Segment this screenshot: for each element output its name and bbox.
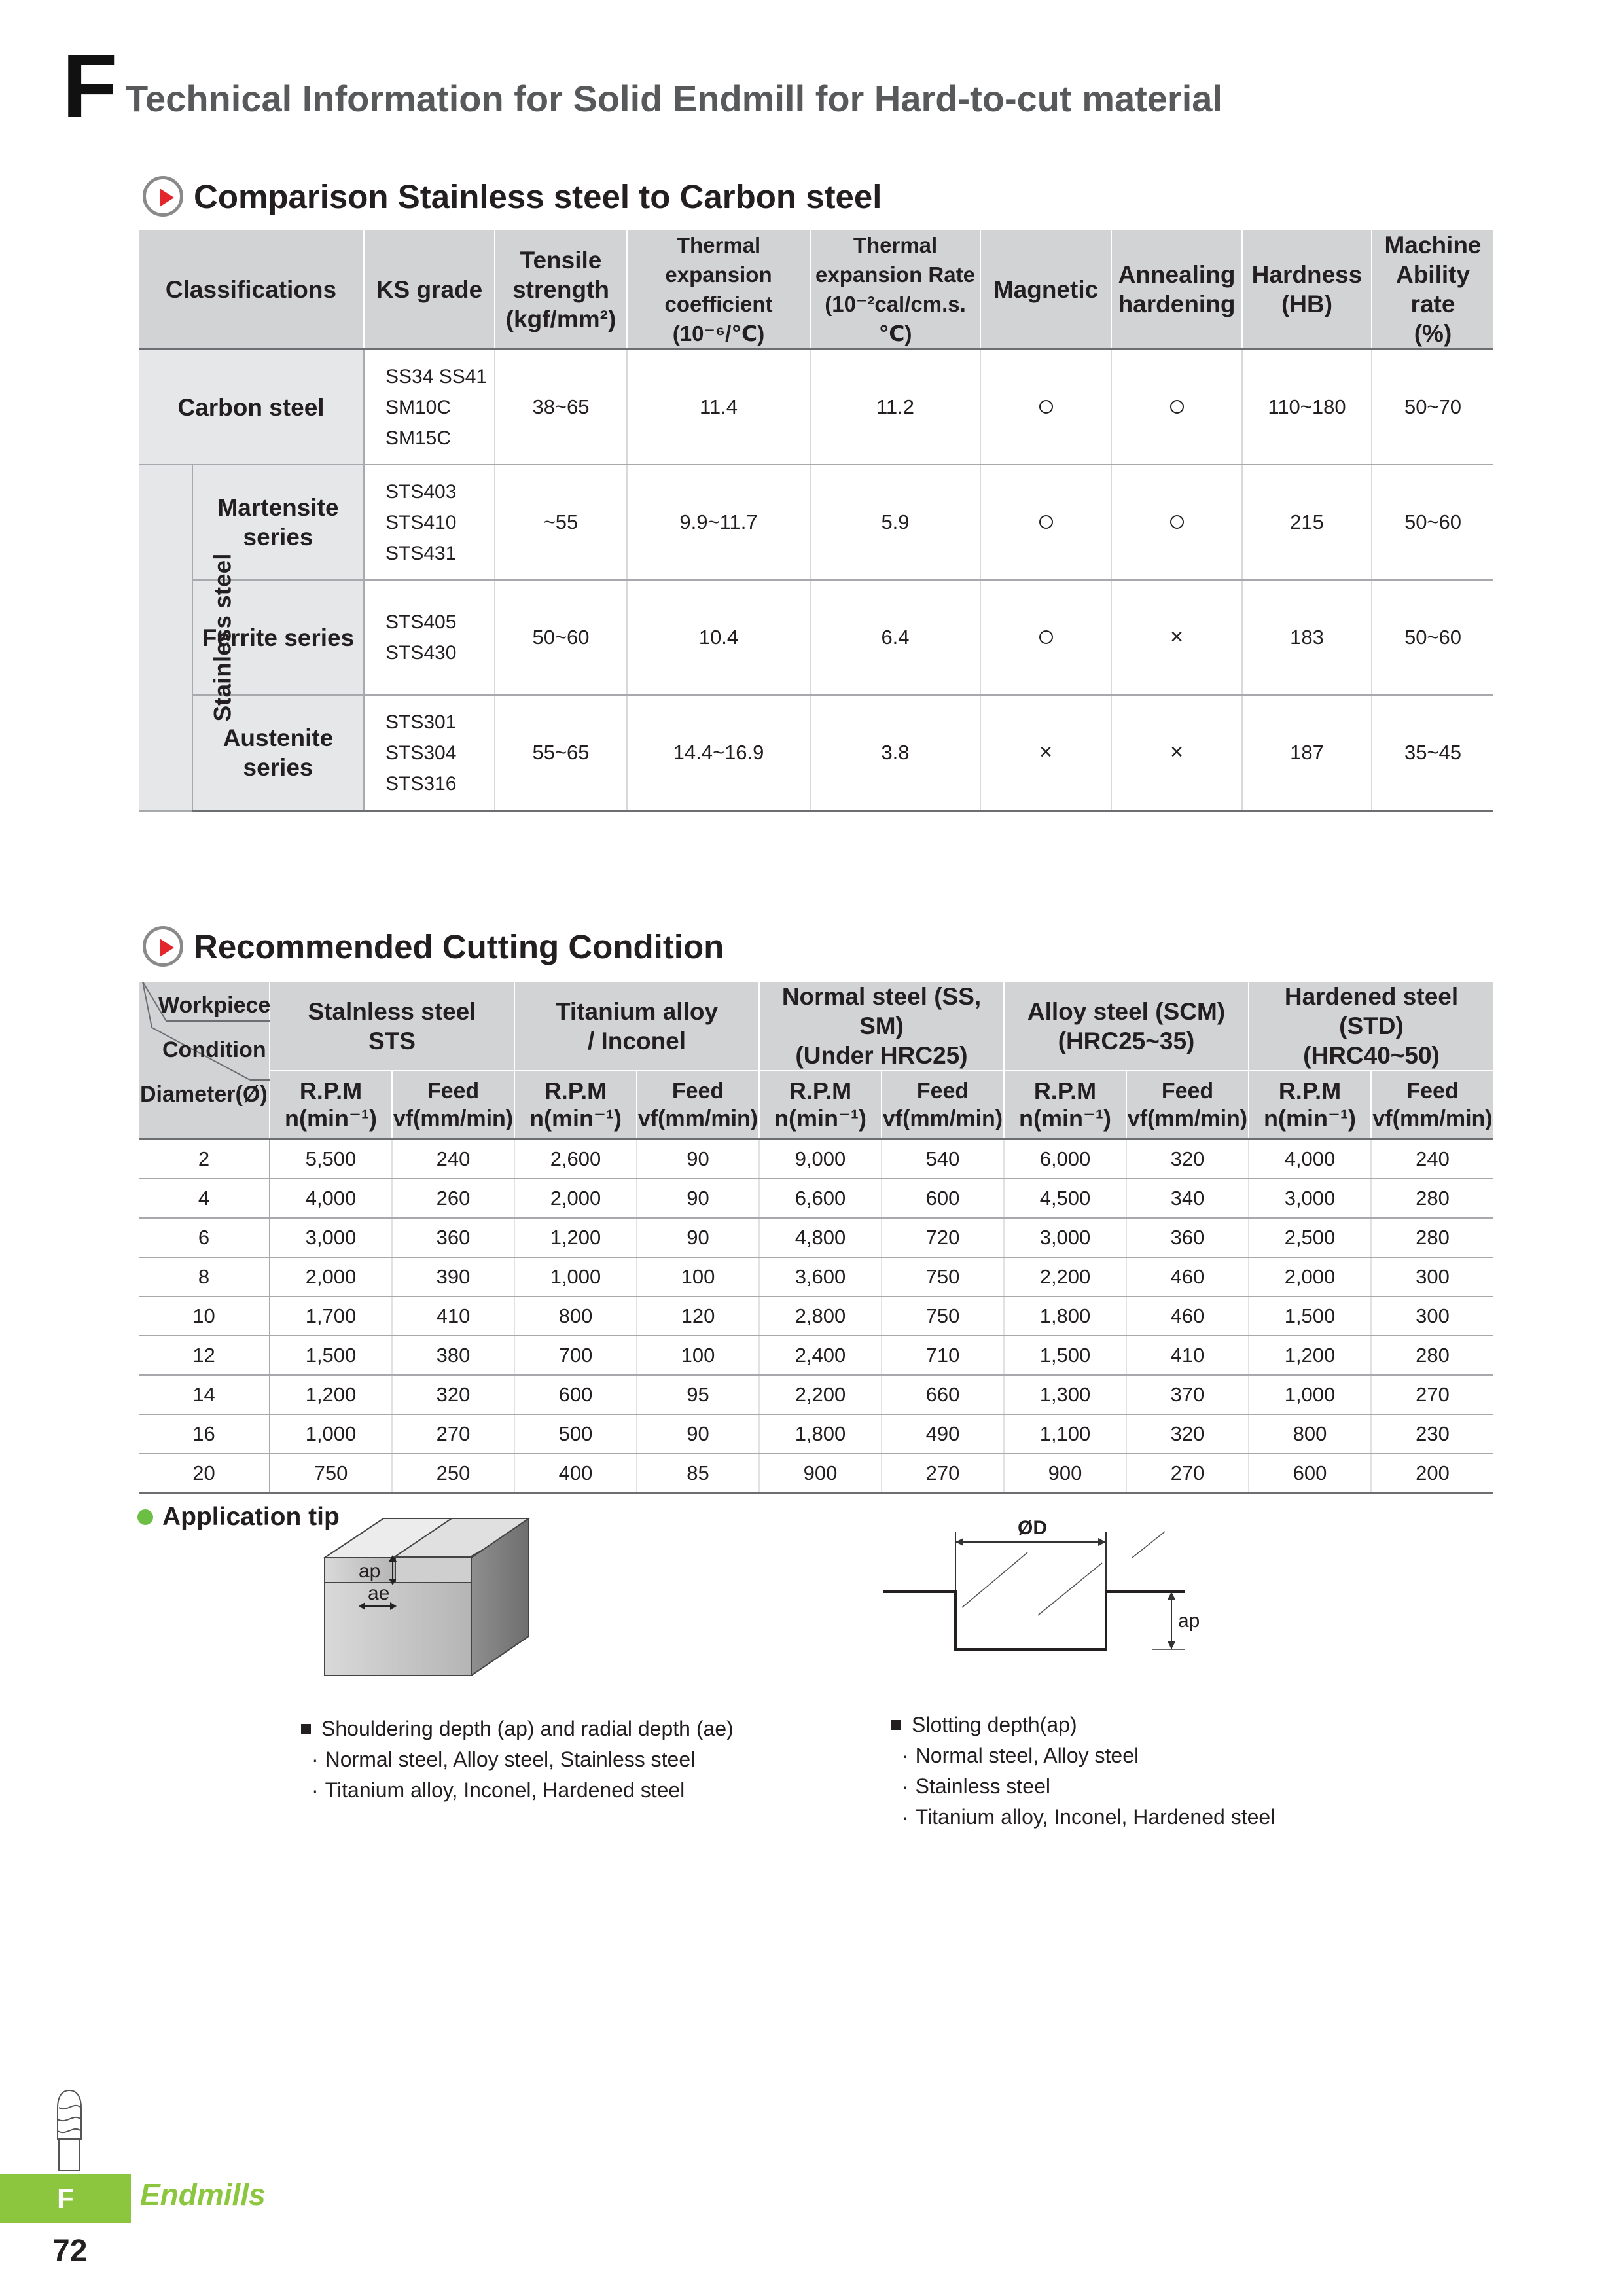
note-heading: Slotting depth(ap): [912, 1713, 1077, 1736]
feed-header: Feed vf(mm/min): [1371, 1071, 1493, 1139]
group-header: Alloy steel (SCM) (HRC25~35): [1004, 982, 1249, 1071]
thermal-rate-cell: 6.4: [810, 580, 980, 695]
diameter-cell: 4: [139, 1179, 270, 1218]
feed-cell: 85: [637, 1454, 759, 1494]
feed-cell: 380: [392, 1336, 514, 1375]
feed-cell: 360: [1126, 1218, 1249, 1257]
rpm-cell: 2,200: [759, 1375, 882, 1414]
annealing-cell: [1111, 465, 1242, 580]
rpm-cell: 5,500: [270, 1139, 392, 1179]
ap-label: ap: [359, 1560, 381, 1582]
feed-cell: 490: [882, 1414, 1004, 1454]
circle-icon: [1170, 400, 1184, 414]
feed-cell: 410: [1126, 1336, 1249, 1375]
table-row: [139, 465, 1493, 580]
feed-cell: 100: [637, 1257, 759, 1297]
circle-icon: [1039, 515, 1053, 529]
table-row: [139, 695, 1493, 811]
section-heading-comparison: [143, 171, 882, 221]
play-icon: [143, 926, 183, 967]
classification-cell: Ferrite series: [192, 580, 364, 695]
rpm-cell: 1,000: [1249, 1375, 1371, 1414]
feed-cell: 750: [882, 1297, 1004, 1336]
diameter-cell: 16: [139, 1414, 270, 1454]
col-ks-grade: KS grade: [364, 230, 495, 350]
magnetic-cell: [980, 580, 1111, 695]
feed-cell: 120: [637, 1297, 759, 1336]
corner-workpiece: Workpiece: [158, 993, 271, 1018]
feed-cell: 320: [1126, 1414, 1249, 1454]
comparison-table: [139, 230, 1493, 812]
feed-cell: 90: [637, 1139, 759, 1179]
feed-cell: 240: [392, 1139, 514, 1179]
feed-header: Feed vf(mm/min): [882, 1071, 1004, 1139]
rpm-cell: 4,000: [270, 1179, 392, 1218]
diameter-cell: 12: [139, 1336, 270, 1375]
table-row: [139, 1297, 1493, 1336]
circle-icon: [1039, 630, 1053, 644]
rpm-cell: 1,200: [270, 1375, 392, 1414]
thermal-rate-cell: 11.2: [810, 350, 980, 465]
feed-cell: 360: [392, 1218, 514, 1257]
group-header: Normal steel (SS, SM) (Under HRC25): [759, 982, 1004, 1071]
rpm-cell: 700: [514, 1336, 637, 1375]
cross-mark: ×: [1170, 740, 1183, 764]
classification-cell: Martensite series: [192, 465, 364, 580]
group-header: Stalnless steel STS: [270, 982, 514, 1071]
diameter-cell: 20: [139, 1454, 270, 1494]
feed-cell: 600: [882, 1179, 1004, 1218]
feed-cell: 710: [882, 1336, 1004, 1375]
rpm-cell: 3,000: [1004, 1218, 1126, 1257]
feed-cell: 270: [882, 1454, 1004, 1494]
hardness-cell: 183: [1242, 580, 1372, 695]
feed-cell: 540: [882, 1139, 1004, 1179]
feed-cell: 100: [637, 1336, 759, 1375]
rpm-cell: 600: [514, 1375, 637, 1414]
rpm-cell: 6,000: [1004, 1139, 1126, 1179]
col-tensile: Tensile strength (kgf/mm²): [495, 230, 627, 350]
ks-grade-cell: SS34 SS41 SM10C SM15C: [364, 350, 495, 465]
magnetic-cell: [980, 350, 1111, 465]
note-heading: Shouldering depth (ap) and radial depth (ae): [321, 1717, 734, 1740]
circle-icon: [1170, 515, 1184, 529]
notes-shouldering: [301, 1713, 734, 1806]
circle-icon: [1039, 400, 1053, 414]
machinability-cell: 50~60: [1372, 465, 1493, 580]
rpm-cell: 2,200: [1004, 1257, 1126, 1297]
rpm-cell: 1,100: [1004, 1414, 1126, 1454]
rpm-cell: 1,700: [270, 1297, 392, 1336]
thermal-rate-cell: 3.8: [810, 695, 980, 811]
group-header: Titanium alloy / Inconel: [514, 982, 759, 1071]
cutting-table-body: [139, 1139, 1493, 1494]
hardness-cell: 110~180: [1242, 350, 1372, 465]
note-item: · Stainless steel: [902, 1774, 1050, 1798]
table-row: [139, 350, 1493, 465]
table-row: [139, 1139, 1493, 1179]
annealing-cell: [1111, 695, 1242, 811]
diameter-cell: 10: [139, 1297, 270, 1336]
rpm-cell: 2,400: [759, 1336, 882, 1375]
hardness-cell: 215: [1242, 465, 1372, 580]
diameter-label: ØD: [1018, 1517, 1047, 1539]
ks-grade-cell: STS405 STS430: [364, 580, 495, 695]
feed-cell: 95: [637, 1375, 759, 1414]
feed-cell: 260: [392, 1179, 514, 1218]
rpm-header: R.P.M n(min⁻¹): [1004, 1071, 1126, 1139]
corner-diameter: Diameter(Ø): [140, 1082, 268, 1107]
rpm-cell: 900: [1004, 1454, 1126, 1494]
rpm-header: R.P.M n(min⁻¹): [270, 1071, 392, 1139]
ks-grade-cell: STS301 STS304 STS316: [364, 695, 495, 811]
rpm-cell: 1,200: [1249, 1336, 1371, 1375]
page-number: 72: [52, 2234, 88, 2269]
ae-label: ae: [368, 1583, 390, 1604]
application-tip-heading: [137, 1503, 340, 1532]
group-header: Hardened steel (STD) (HRC40~50): [1249, 982, 1493, 1071]
rpm-cell: 2,000: [514, 1179, 637, 1218]
table-row: [139, 1454, 1493, 1494]
col-thermal-rate: Thermal expansion Rate (10⁻²cal/cm.s.℃): [810, 230, 980, 350]
rpm-cell: 600: [1249, 1454, 1371, 1494]
application-tip-title: Application tip: [162, 1503, 340, 1531]
col-classifications: Classifications: [139, 230, 364, 350]
rpm-cell: 4,000: [1249, 1139, 1371, 1179]
feed-cell: 280: [1371, 1336, 1493, 1375]
diameter-cell: 8: [139, 1257, 270, 1297]
note-item: · Titanium alloy, Inconel, Hardened steel: [902, 1805, 1275, 1829]
diameter-cell: 6: [139, 1218, 270, 1257]
col-hardness: Hardness (HB): [1242, 230, 1372, 350]
feed-cell: 90: [637, 1414, 759, 1454]
rpm-cell: 9,000: [759, 1139, 882, 1179]
machinability-cell: 50~60: [1372, 580, 1493, 695]
rpm-cell: 3,000: [1249, 1179, 1371, 1218]
note-item: · Normal steel, Alloy steel: [902, 1744, 1139, 1767]
rpm-cell: 6,600: [759, 1179, 882, 1218]
thermal-rate-cell: 5.9: [810, 465, 980, 580]
footer-section-name: Endmills: [140, 2178, 266, 2212]
rpm-cell: 3,000: [270, 1218, 392, 1257]
corner-header: [139, 982, 270, 1139]
group-header-row: [139, 982, 1493, 1071]
classification-cell: Carbon steel: [139, 350, 364, 465]
stainless-group-label: Stainless steel: [139, 465, 192, 811]
cross-mark: ×: [1170, 624, 1183, 649]
feed-cell: 320: [1126, 1139, 1249, 1179]
play-icon: [143, 176, 183, 217]
col-magnetic: Magnetic: [980, 230, 1111, 350]
table-row: [139, 1257, 1493, 1297]
annealing-cell: [1111, 350, 1242, 465]
feed-header: Feed vf(mm/min): [392, 1071, 514, 1139]
ap-label: ap: [1178, 1610, 1200, 1632]
rpm-cell: 1,000: [514, 1257, 637, 1297]
tensile-cell: 38~65: [495, 350, 627, 465]
ks-grade-cell: STS403 STS410 STS431: [364, 465, 495, 580]
tensile-cell: ~55: [495, 465, 627, 580]
table-row: [139, 1218, 1493, 1257]
feed-header: Feed vf(mm/min): [637, 1071, 759, 1139]
footer-chapter-tab: F: [0, 2174, 131, 2223]
bullet-dot-icon: [137, 1509, 153, 1525]
rpm-cell: 2,000: [270, 1257, 392, 1297]
section-heading-cutting: [143, 922, 724, 971]
rpm-cell: 3,600: [759, 1257, 882, 1297]
feed-cell: 250: [392, 1454, 514, 1494]
feed-cell: 270: [1126, 1454, 1249, 1494]
feed-cell: 340: [1126, 1179, 1249, 1218]
feed-cell: 370: [1126, 1375, 1249, 1414]
feed-cell: 410: [392, 1297, 514, 1336]
note-item: · Titanium alloy, Inconel, Hardened steel: [312, 1778, 685, 1802]
feed-header: Feed vf(mm/min): [1126, 1071, 1249, 1139]
rpm-cell: 1,500: [1249, 1297, 1371, 1336]
rpm-cell: 1,200: [514, 1218, 637, 1257]
table-header-row: [139, 230, 1493, 350]
rpm-cell: 2,800: [759, 1297, 882, 1336]
rpm-cell: 1,000: [270, 1414, 392, 1454]
rpm-cell: 4,800: [759, 1218, 882, 1257]
rpm-cell: 1,300: [1004, 1375, 1126, 1414]
table-row: [139, 1179, 1493, 1218]
machinability-cell: 35~45: [1372, 695, 1493, 811]
shouldering-diagram: [321, 1505, 537, 1702]
rpm-cell: 1,800: [1004, 1297, 1126, 1336]
table-row: [139, 1375, 1493, 1414]
feed-cell: 280: [1371, 1218, 1493, 1257]
rpm-cell: 1,500: [1004, 1336, 1126, 1375]
rpm-header: R.P.M n(min⁻¹): [1249, 1071, 1371, 1139]
rpm-header: R.P.M n(min⁻¹): [514, 1071, 637, 1139]
note-item: · Normal steel, Alloy steel, Stainless steel: [312, 1748, 696, 1771]
classification-cell: Austenite series: [192, 695, 364, 811]
page-title: Technical Information for Solid Endmill for Hard-to-cut material: [126, 78, 1222, 119]
rpm-cell: 1,800: [759, 1414, 882, 1454]
square-bullet-icon: [891, 1720, 901, 1730]
feed-cell: 390: [392, 1257, 514, 1297]
rpm-cell: 2,600: [514, 1139, 637, 1179]
tensile-cell: 50~60: [495, 580, 627, 695]
cross-mark: ×: [1039, 740, 1052, 764]
table-row: [139, 580, 1493, 695]
rpm-cell: 800: [514, 1297, 637, 1336]
rpm-cell: 1,500: [270, 1336, 392, 1375]
feed-cell: 300: [1371, 1297, 1493, 1336]
chapter-letter: F: [62, 36, 118, 137]
feed-cell: 230: [1371, 1414, 1493, 1454]
rpm-cell: 2,500: [1249, 1218, 1371, 1257]
table-row: [139, 1336, 1493, 1375]
col-thermal-coef: Thermal expansion coefficient (10⁻⁶/℃): [627, 230, 810, 350]
rpm-cell: 2,000: [1249, 1257, 1371, 1297]
feed-cell: 200: [1371, 1454, 1493, 1494]
feed-cell: 460: [1126, 1257, 1249, 1297]
col-annealing: Annealing hardening: [1111, 230, 1242, 350]
annealing-cell: [1111, 580, 1242, 695]
rpm-header: R.P.M n(min⁻¹): [759, 1071, 882, 1139]
cutting-condition-table: [139, 982, 1493, 1494]
tensile-cell: 55~65: [495, 695, 627, 811]
machinability-cell: 50~70: [1372, 350, 1493, 465]
feed-cell: 90: [637, 1179, 759, 1218]
rpm-cell: 500: [514, 1414, 637, 1454]
feed-cell: 300: [1371, 1257, 1493, 1297]
feed-cell: 270: [392, 1414, 514, 1454]
feed-cell: 240: [1371, 1139, 1493, 1179]
feed-cell: 320: [392, 1375, 514, 1414]
endmill-icon: [51, 2088, 88, 2173]
section-title: Recommended Cutting Condition: [194, 927, 724, 965]
feed-cell: 270: [1371, 1375, 1493, 1414]
feed-cell: 720: [882, 1218, 1004, 1257]
rpm-cell: 800: [1249, 1414, 1371, 1454]
notes-slotting: [891, 1710, 1275, 1833]
square-bullet-icon: [301, 1724, 311, 1734]
rpm-cell: 750: [270, 1454, 392, 1494]
rpm-cell: 4,500: [1004, 1179, 1126, 1218]
sub-header-row: [139, 1071, 1493, 1139]
feed-cell: 280: [1371, 1179, 1493, 1218]
feed-cell: 90: [637, 1218, 759, 1257]
thermal-coef-cell: 11.4: [627, 350, 810, 465]
feed-cell: 660: [882, 1375, 1004, 1414]
slotting-diagram: [883, 1505, 1250, 1682]
section-title: Comparison Stainless steel to Carbon steel: [194, 177, 882, 215]
col-machinability: Machine Ability rate (%): [1372, 230, 1493, 350]
thermal-coef-cell: 14.4~16.9: [627, 695, 810, 811]
magnetic-cell: [980, 465, 1111, 580]
hardness-cell: 187: [1242, 695, 1372, 811]
table-row: [139, 1414, 1493, 1454]
feed-cell: 460: [1126, 1297, 1249, 1336]
feed-cell: 750: [882, 1257, 1004, 1297]
diameter-cell: 14: [139, 1375, 270, 1414]
thermal-coef-cell: 10.4: [627, 580, 810, 695]
corner-condition: Condition: [162, 1037, 266, 1062]
thermal-coef-cell: 9.9~11.7: [627, 465, 810, 580]
magnetic-cell: [980, 695, 1111, 811]
rpm-cell: 900: [759, 1454, 882, 1494]
rpm-cell: 400: [514, 1454, 637, 1494]
diameter-cell: 2: [139, 1139, 270, 1179]
